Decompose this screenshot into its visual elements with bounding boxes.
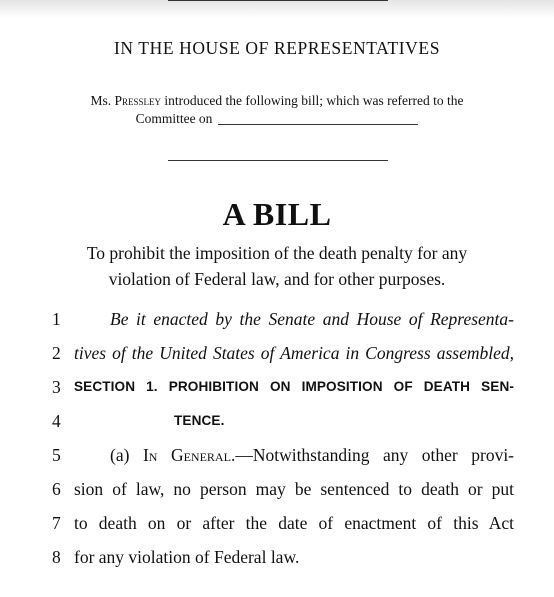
purpose-line-2: violation of Federal law, and for other purposes. [108, 269, 446, 289]
purpose-line-1: To prohibit the imposition of the death penalty for any [86, 243, 468, 263]
bill-line [0, 477, 554, 501]
section-heading: SECTION 1. PROHIBITION ON IMPOSITION OF DEATH SEN- [74, 379, 514, 394]
bill-line [0, 375, 554, 399]
introduction-statement [0, 92, 554, 128]
bill-line [0, 307, 554, 331]
intro-text: introduced the following bill; which was referred to the [164, 93, 464, 108]
bill-line [0, 443, 554, 467]
bill-title: A BILL [222, 196, 332, 232]
top-rule [168, 0, 388, 1]
subsection-label: (a) [110, 445, 130, 465]
line-text: Be it enacted by the Senate and House of Representa- [110, 309, 514, 329]
line-text: for any violation of Federal law. [74, 547, 300, 567]
page-top-shadow [0, 0, 554, 18]
section-heading-continued: TENCE. [174, 413, 225, 428]
bill-purpose [0, 240, 554, 292]
line-number: 7 [52, 513, 61, 533]
committee-label: Committee on [135, 111, 213, 126]
sponsor-name: Pressley [114, 93, 161, 108]
line-number: 3 [52, 377, 61, 397]
line-text [74, 443, 514, 467]
divider-rule [168, 160, 388, 161]
line-number: 6 [52, 479, 61, 499]
line-text: sion of law, no person may be sentenced to death or put [74, 479, 514, 499]
bill-line [0, 511, 554, 535]
line-text: to death on or after the date of enactment of this Act [74, 513, 514, 533]
subsection-text: .—Notwithstanding any other provi- [230, 445, 515, 465]
bill-line [0, 545, 554, 569]
subsection-heading: In General [142, 445, 231, 465]
line-number: 2 [52, 343, 61, 363]
line-number: 4 [52, 411, 61, 431]
chamber-heading: IN THE HOUSE OF REPRESENTATIVES [113, 38, 441, 58]
committee-blank-line [218, 124, 418, 125]
line-number: 1 [52, 309, 61, 329]
line-text: tives of the United States of America in Congress assembled, [74, 343, 514, 363]
sponsor-prefix: Ms. [90, 93, 112, 108]
bill-line [0, 409, 554, 433]
line-number: 5 [52, 445, 61, 465]
line-number: 8 [52, 547, 61, 567]
bill-line [0, 341, 554, 365]
